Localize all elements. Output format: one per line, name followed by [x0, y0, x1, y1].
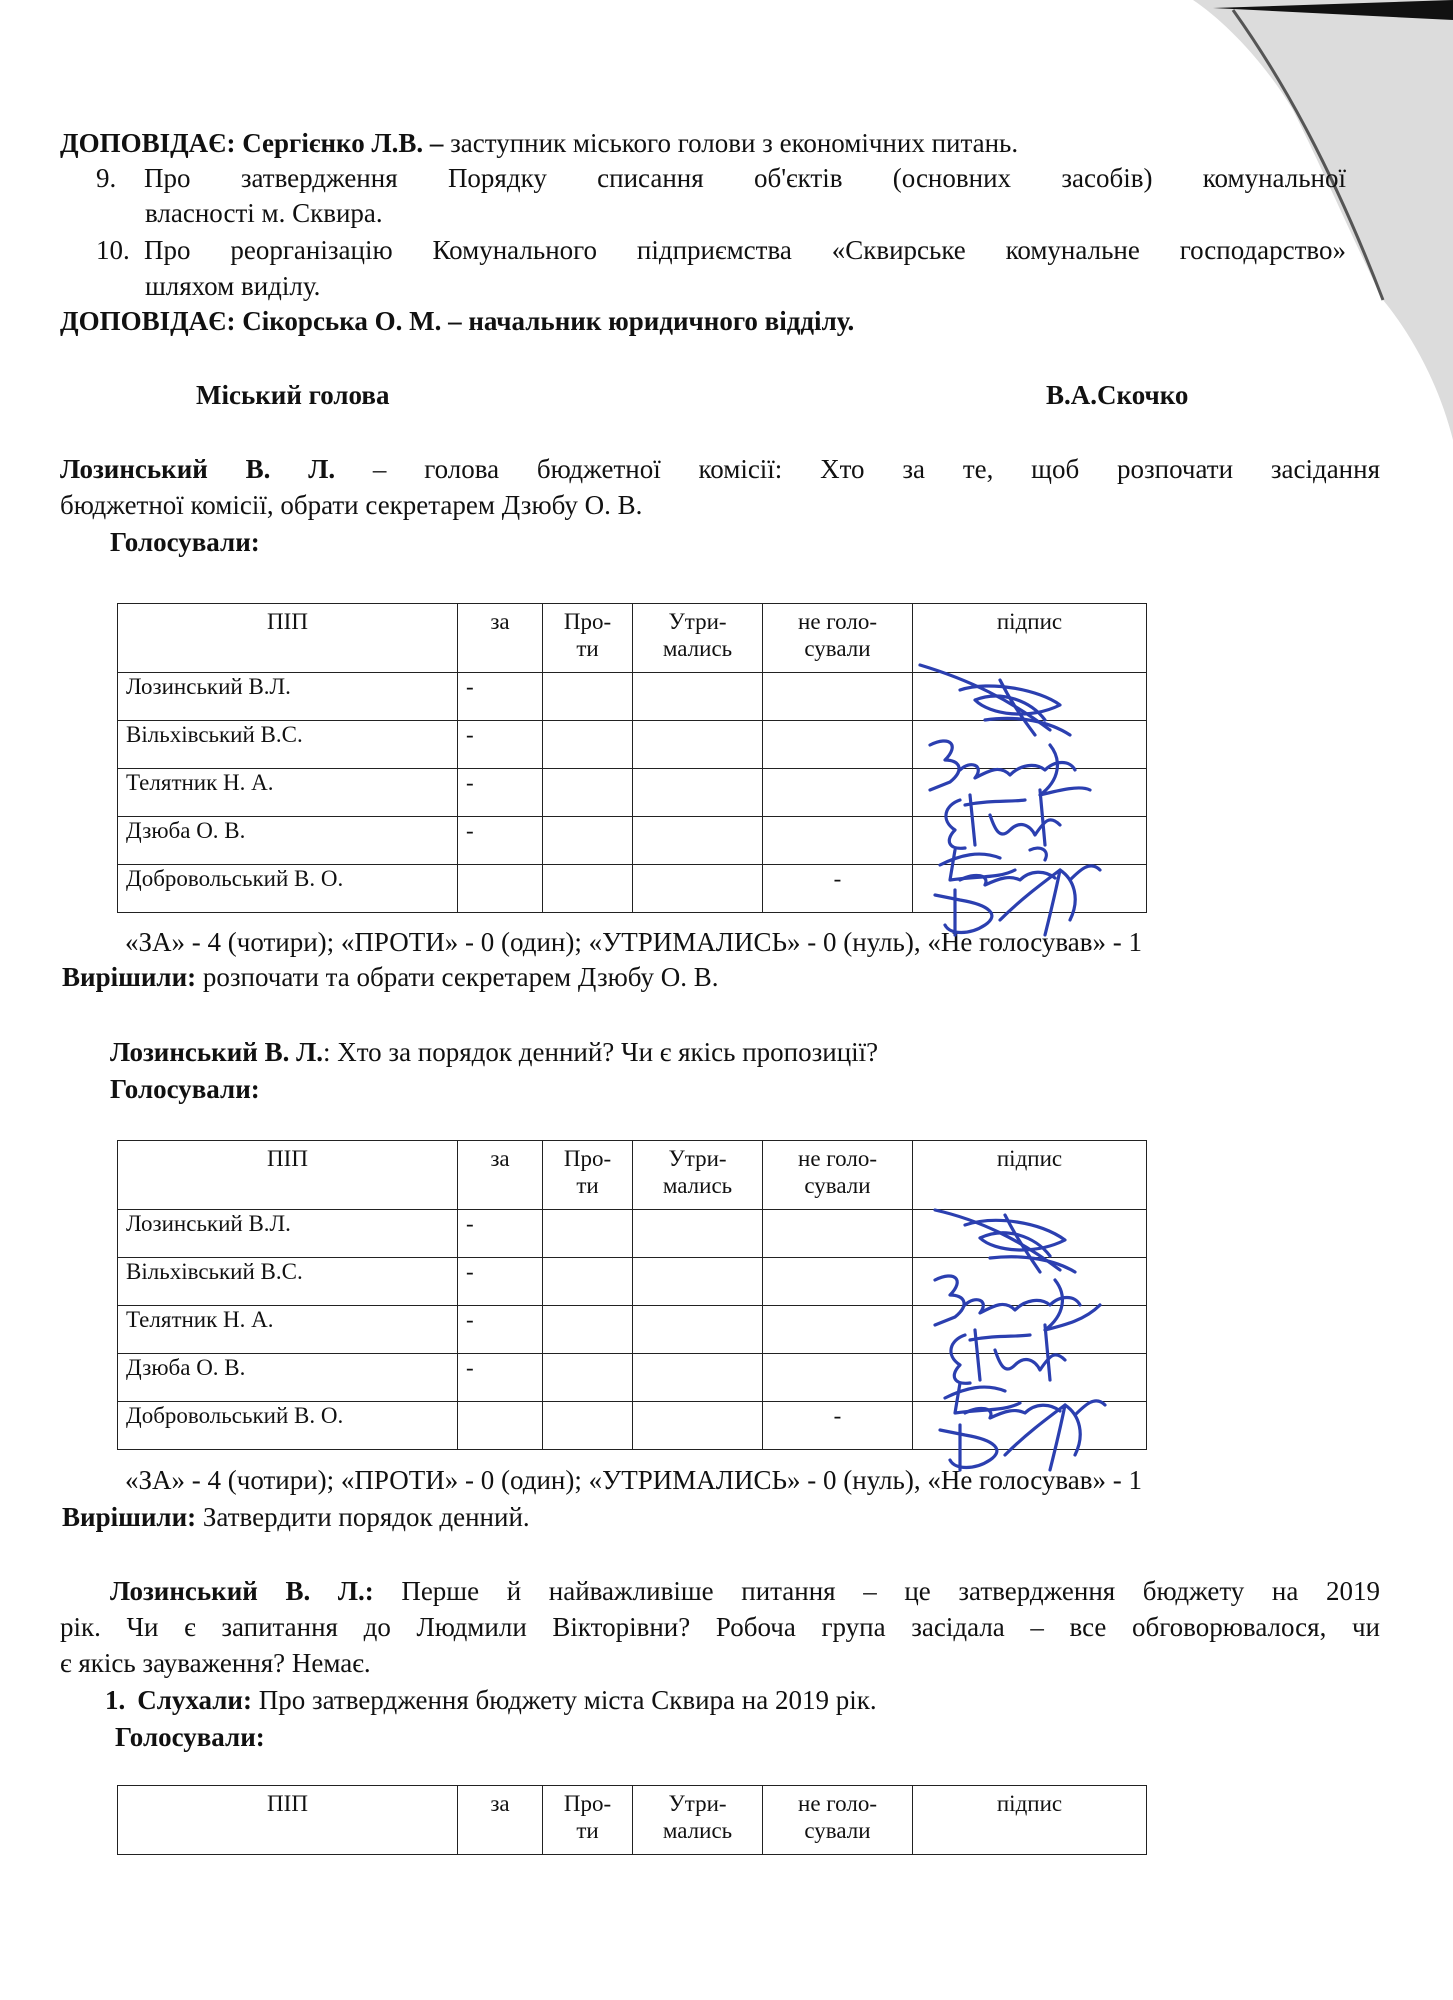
speaker-name: Лозинський В. Л.:: [110, 1576, 374, 1606]
header-for: за: [458, 1786, 543, 1855]
header-for: за: [458, 604, 543, 673]
agenda-item-10-number: 10.: [96, 235, 130, 265]
member-name: Лозинський В.Л.: [118, 673, 458, 721]
tally-1: «ЗА» - 4 (чотири); «ПРОТИ» - 0 (один); «УТРИМАЛИСЬ» - 0 (нуль), «Не голосував» - 1: [125, 927, 1142, 957]
paragraph-1-line2: бюджетної комісії, обрати секретарем Дзюбу О. В.: [60, 490, 643, 520]
agenda-item-10-line1: Про реорганізацію Комунального підприємства «Сквирське комунальне господарство»: [144, 235, 1346, 265]
header-abstain: Утри- мались: [633, 1141, 763, 1210]
decision-1: Вирішили: розпочати та обрати секретарем Дзюбу О. В.: [62, 962, 719, 992]
header-for: за: [458, 1141, 543, 1210]
member-name: Лозинський В.Л.: [118, 1210, 458, 1258]
paragraph-3-line1: Лозинський В. Л.: Перше й найважливіше питання – це затвердження бюджету на 2019: [110, 1576, 1380, 1606]
paragraph-3-line3: є якісь зауваження? Немає.: [60, 1648, 371, 1678]
reporter-2: ДОПОВІДАЄ: Сікорська О. М. – начальник юридичного відділу.: [60, 306, 855, 336]
vote-table-2: [117, 1140, 1147, 1450]
header-novote: не голо- сували: [763, 1141, 913, 1210]
table-row: Добровольський В. О. -: [118, 1402, 1147, 1450]
table-row: Вільхівський В.С. -: [118, 1258, 1147, 1306]
mayor-title: Міський голова: [196, 380, 390, 410]
vote-table-header: [118, 1786, 1147, 1855]
header-name: ПІП: [118, 604, 458, 673]
table-row: Лозинський В.Л. -: [118, 1210, 1147, 1258]
reporter-1-label: ДОПОВІДАЄ: Сергієнко Л.В. –: [60, 128, 444, 158]
header-against: Про- ти: [543, 604, 633, 673]
member-name: Дзюба О. В.: [118, 817, 458, 865]
table-row: Телятник Н. А. -: [118, 769, 1147, 817]
heard-label: Слухали:: [137, 1685, 252, 1715]
header-name: ПІП: [118, 1141, 458, 1210]
voted-label: Голосували:: [115, 1722, 265, 1752]
header-novote: не голо- сували: [763, 604, 913, 673]
header-name: ПІП: [118, 1786, 458, 1855]
reporter-1-text: заступник міського голови з економічних питань.: [443, 128, 1019, 158]
header-abstain: Утри- мались: [633, 604, 763, 673]
table-row: Дзюба О. В. -: [118, 817, 1147, 865]
agenda-item-9: [96, 161, 1346, 195]
voted-label: Голосували:: [110, 1074, 260, 1104]
reporter-1: [60, 126, 1380, 160]
tally-2: «ЗА» - 4 (чотири); «ПРОТИ» - 0 (один); «УТРИМАЛИСЬ» - 0 (нуль), «Не голосував» - 1: [125, 1465, 1142, 1495]
agenda-item-9-line2: власності м. Сквира.: [145, 198, 383, 228]
table-row: Лозинський В.Л. -: [118, 673, 1147, 721]
header-against: Про- ти: [543, 1786, 633, 1855]
header-signature: підпис: [913, 1141, 1147, 1210]
member-name: Добровольський В. О.: [118, 865, 458, 913]
member-name: Телятник Н. А.: [118, 769, 458, 817]
member-name: Дзюба О. В.: [118, 1354, 458, 1402]
speaker-name: Лозинський В. Л.: [110, 1037, 323, 1067]
member-name: Добровольський В. О.: [118, 1402, 458, 1450]
paragraph-1-line1: Лозинський В. Л. – голова бюджетної комісії: Хто за те, щоб розпочати засідання: [60, 454, 1380, 484]
agenda-item-10: [96, 233, 1346, 267]
table-row: Вільхівський В.С. -: [118, 721, 1147, 769]
vote-table-1: [117, 603, 1147, 913]
member-name: Телятник Н. А.: [118, 1306, 458, 1354]
table-row: Дзюба О. В. -: [118, 1354, 1147, 1402]
decided-label: Вирішили:: [62, 962, 197, 992]
member-name: Вільхівський В.С.: [118, 1258, 458, 1306]
agenda-item-9-line1: Про затвердження Порядку списання об'єктів (основних засобів) комунальної: [144, 163, 1346, 193]
mayor-name: В.А.Скочко: [1046, 380, 1189, 410]
table-row: Добровольський В. О. -: [118, 865, 1147, 913]
speaker-name: Лозинський В. Л.: [60, 454, 336, 484]
paragraph-2: Лозинський В. Л.: Хто за порядок денний? Чи є якісь пропозиції?: [110, 1037, 879, 1067]
member-name: Вільхівський В.С.: [118, 721, 458, 769]
decision-2: Вирішили: Затвердити порядок денний.: [62, 1502, 530, 1532]
vote-table-header: [118, 1141, 1147, 1210]
item-1-heard: 1. Слухали: Про затвердження бюджету міста Сквира на 2019 рік.: [105, 1685, 877, 1715]
header-signature: підпис: [913, 1786, 1147, 1855]
agenda-item-9-number: 9.: [96, 163, 117, 193]
header-against: Про- ти: [543, 1141, 633, 1210]
vote-table-3: [117, 1785, 1147, 1855]
voted-label: Голосували:: [110, 527, 260, 557]
header-signature: підпис: [913, 604, 1147, 673]
header-novote: не голо- сували: [763, 1786, 913, 1855]
header-abstain: Утри- мались: [633, 1786, 763, 1855]
agenda-item-10-line2: шляхом виділу.: [145, 271, 321, 301]
table-row: Телятник Н. А. -: [118, 1306, 1147, 1354]
vote-table-header: [118, 604, 1147, 673]
paragraph-3-line2: рік. Чи є запитання до Людмили Вікторівни? Робоча група засідала – все обговорювалося, чи: [60, 1612, 1380, 1642]
decided-label: Вирішили:: [62, 1502, 197, 1532]
